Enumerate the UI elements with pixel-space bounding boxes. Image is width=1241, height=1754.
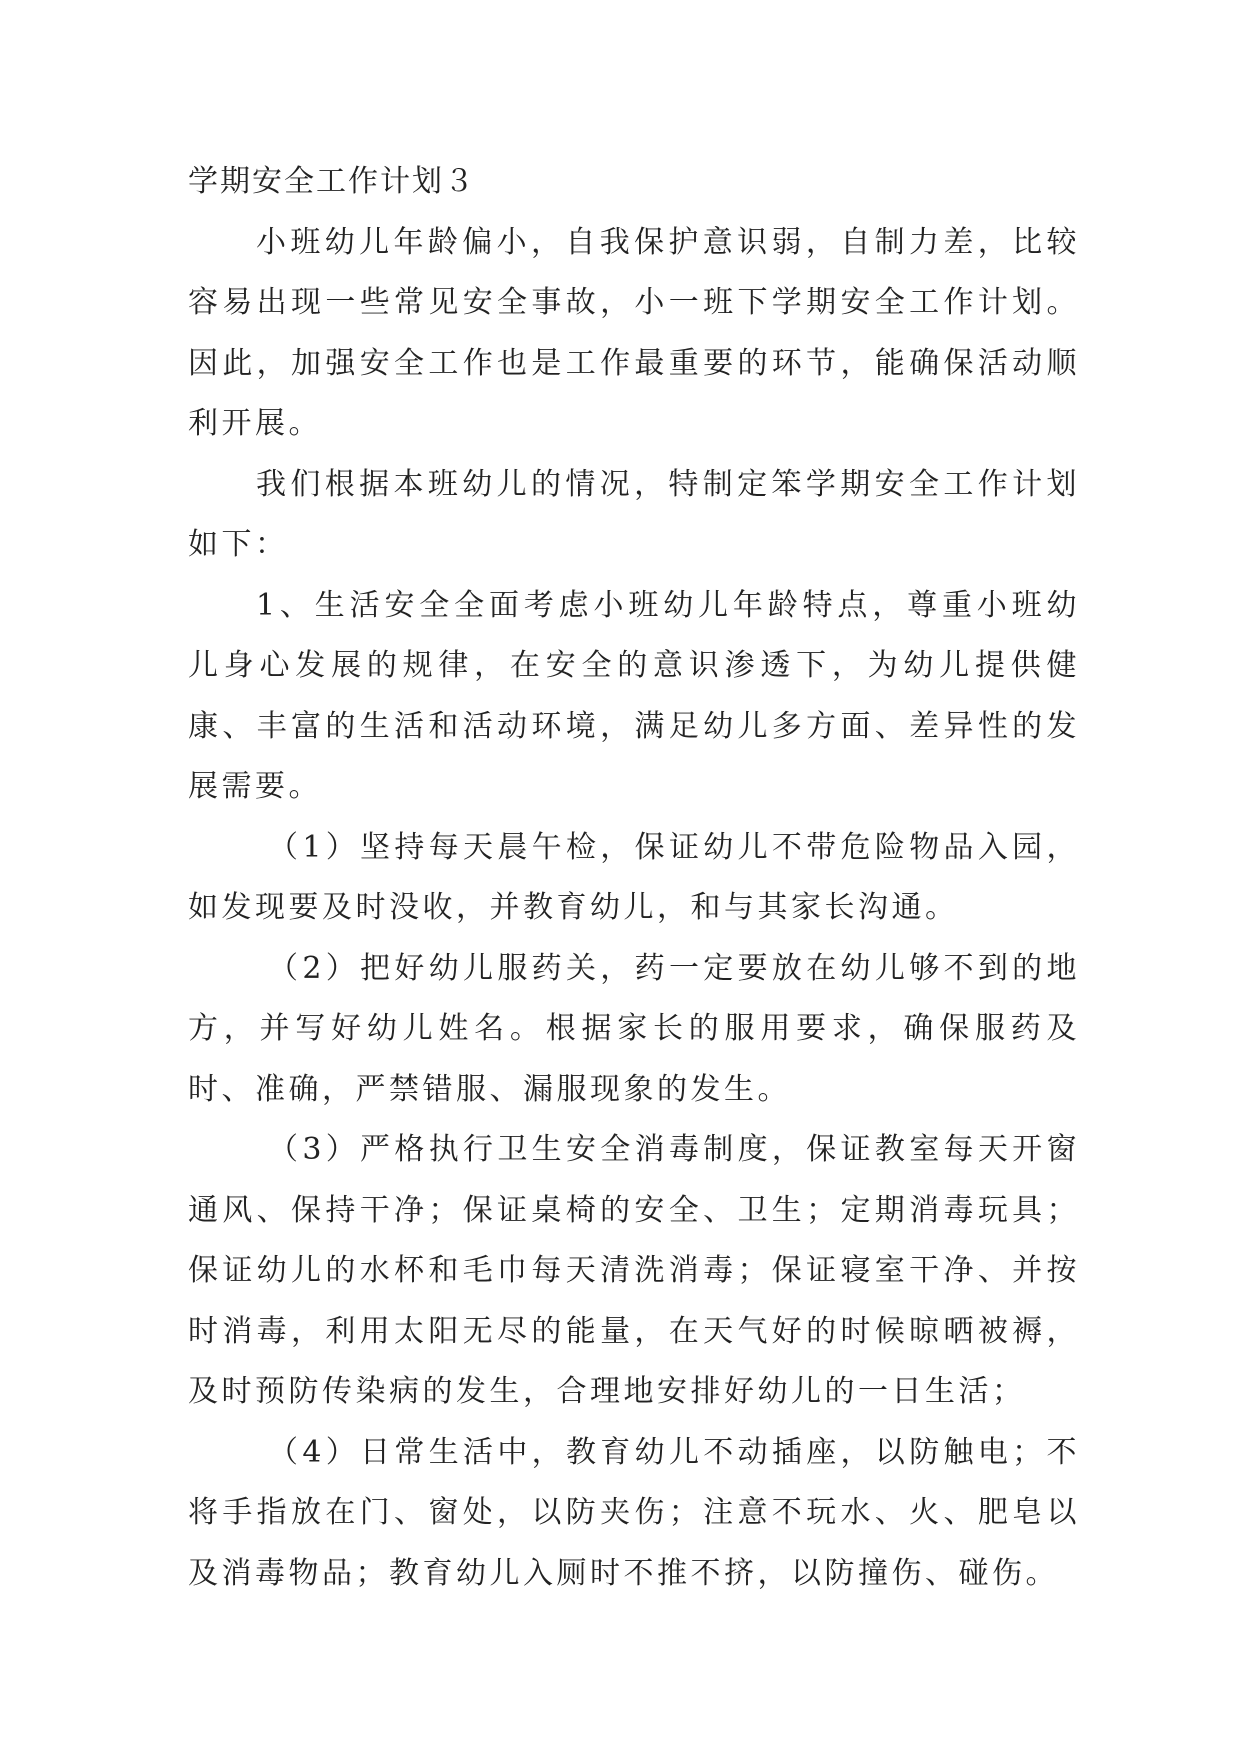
paragraph-item-4: （4）日常生活中，教育幼儿不动插座，以防触电；不将手指放在门、窗处，以防夹伤；注意不玩水、火、肥皂以及消毒物品；教育幼儿入厕时不推不挤，以防撞伤、碰伤。	[188, 1434, 1080, 1591]
document-title: 学期安全工作计划３	[188, 164, 476, 199]
paragraph-item-1: （1）坚持每天晨午检，保证幼儿不带危险物品入园，如发现要及时没收，并教育幼儿，和与其家长沟通。	[188, 829, 1080, 925]
paragraph-life-safety: 1、生活安全全面考虑小班幼儿年龄特点，尊重小班幼儿身心发展的规律，在安全的意识渗透下，为幼儿提供健康、丰富的生活和活动环境，满足幼儿多方面、差异性的发展需要。	[188, 587, 1080, 804]
paragraph-item-2: （2）把好幼儿服药关，药一定要放在幼儿够不到的地方，并写好幼儿姓名。根据家长的服用要求，确保服药及时、准确，严禁错服、漏服现象的发生。	[188, 950, 1080, 1107]
document-body	[188, 152, 1080, 1604]
paragraph-intro: 小班幼儿年龄偏小，自我保护意识弱，自制力差，比较容易出现一些常见安全事故，小一班下学期安全工作计划。因此，加强安全工作也是工作最重要的环节，能确保活动顺利开展。	[188, 224, 1080, 441]
paragraph-plan-lead: 我们根据本班幼儿的情况，特制定笨学期安全工作计划如下：	[188, 466, 1080, 562]
paragraph-item-3: （3）严格执行卫生安全消毒制度，保证教室每天开窗通风、保持干净；保证桌椅的安全、卫生；定期消毒玩具；保证幼儿的水杯和毛巾每天清洗消毒；保证寝室干净、并按时消毒，利用太阳无尽的能量，在天气好的时候晾晒被褥，及时预防传染病的发生，合理地安排好幼儿的一日生活；	[188, 1132, 1080, 1409]
